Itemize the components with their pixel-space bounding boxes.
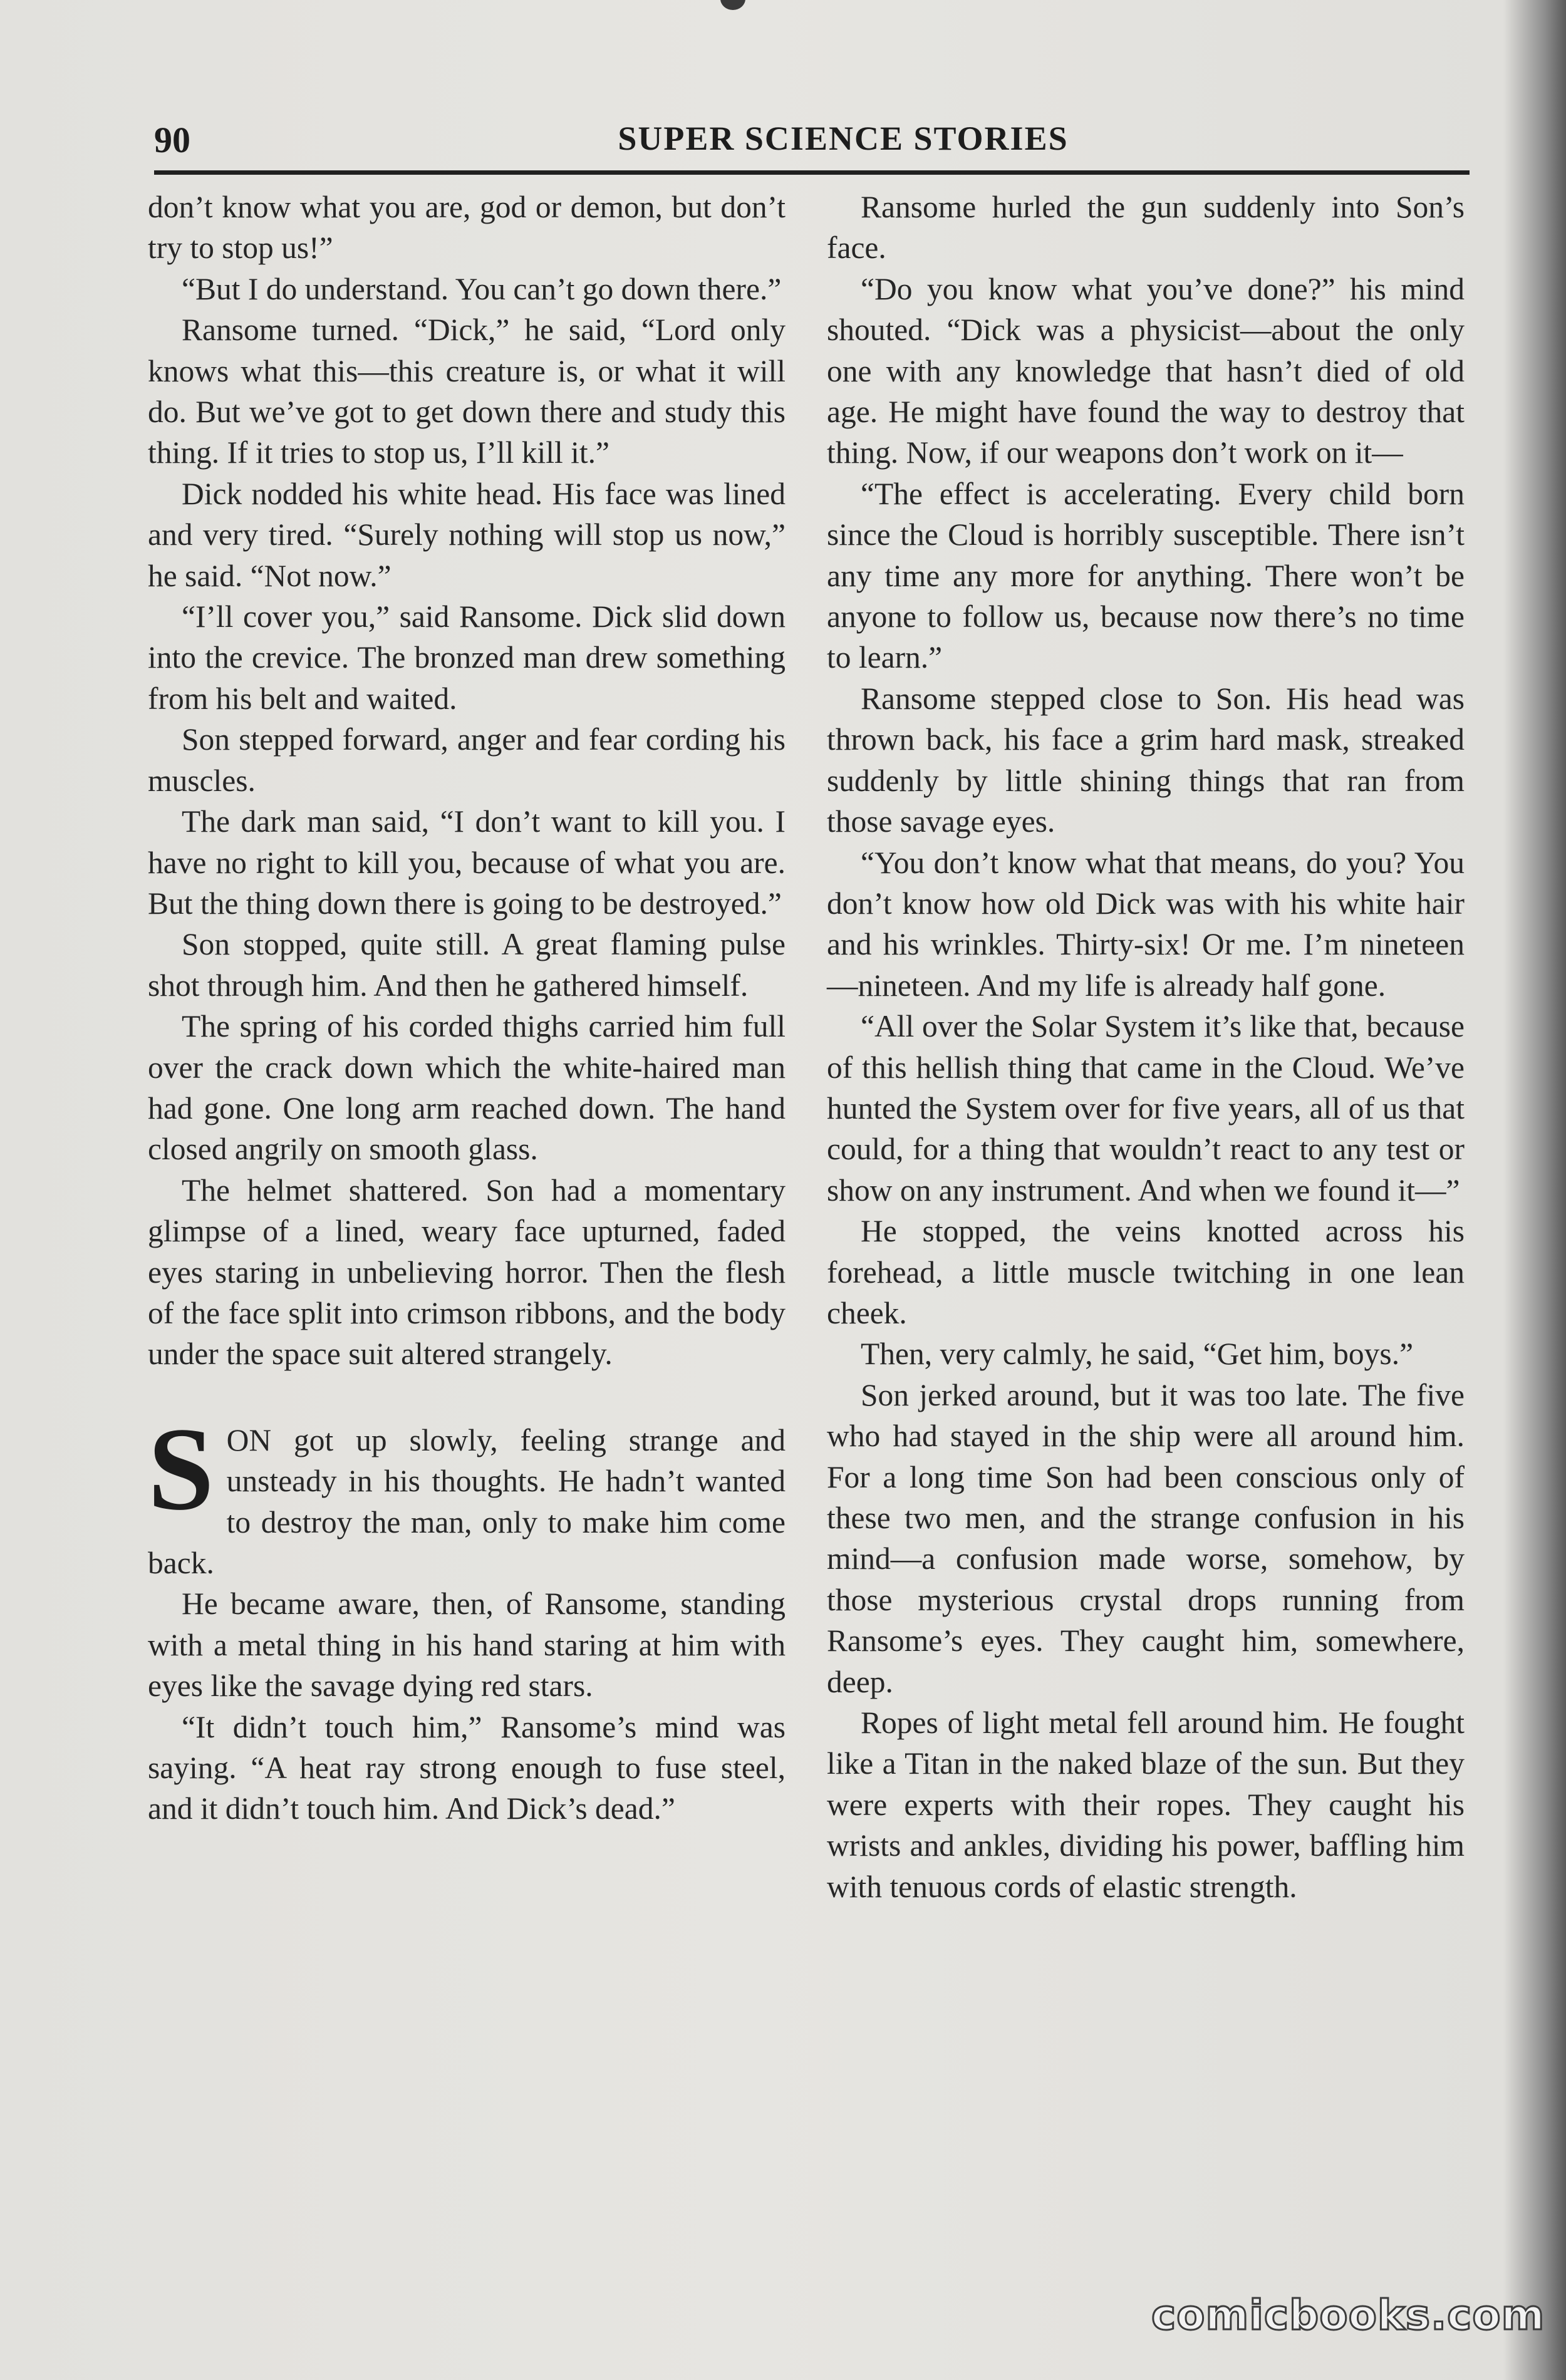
paragraph-text: Ropes of light metal fell around him. He fought like a Titan in the naked blaze of the sun. But they were experts with their ropes. They caught his wrists and ankles, dividing his power, baffling him with tenuous cords of elastic strength. xyxy=(827,1705,1465,1904)
page-number: 90 xyxy=(154,120,190,160)
paragraph-text: don’t know what you are, god or demon, but don’t try to stop us!” xyxy=(148,190,786,266)
paragraph-text: ON got up slowly, feeling strange and unsteady in his thoughts. He hadn’t wanted to destroy the man, only to make him come back. xyxy=(148,1422,786,1580)
paragraph-text: Son stopped, quite still. A great flaming pulse shot through him. And then he gathered himself. xyxy=(148,927,786,1003)
paragraph-text: “It didn’t touch him,” Ransome’s mind was saying. “A heat ray strong enough to fuse steel, and it didn’t touch him. And Dick’s dead.” xyxy=(148,1709,786,1826)
paragraph-text: He stopped, the veins knotted across his forehead, a little muscle twitching in one lean cheek. xyxy=(827,1214,1465,1330)
paragraph xyxy=(148,473,786,596)
paragraph xyxy=(148,1583,786,1706)
paragraph xyxy=(827,1211,1465,1333)
paragraph-text: “All over the Solar System it’s like that, because of this hellish thing that came in the Cloud. We’ve hunted the System over for five years, all of us that could, for a thing that wouldn’t react to any test or show on any instrument. And when we found it—” xyxy=(827,1009,1465,1208)
paragraph xyxy=(148,1170,786,1375)
paragraph xyxy=(148,719,786,801)
paragraph xyxy=(827,1375,1465,1702)
paragraph xyxy=(148,801,786,924)
paragraph-text: “Do you know what you’ve done?” his mind shouted. “Dick was a physicist—about the only one with any knowledge that hasn’t died of old age. He might have found the way to destroy that thing. Now, if our weapons don’t work on it— xyxy=(827,271,1465,470)
paragraph-text: The spring of his corded thighs carried him full over the crack down which the white-haired man had gone. One long arm reached down. The hand closed angrily on smooth glass. xyxy=(148,1009,786,1167)
watermark: comicbooks.com xyxy=(1151,2291,1545,2339)
paragraph xyxy=(148,269,786,309)
paragraph xyxy=(827,842,1465,1006)
paragraph-text: “The effect is accelerating. Every child born since the Cloud is horribly susceptible. There isn’t any time any more for anything. There won’t be anyone to follow us, because now there’s no time to learn.” xyxy=(827,476,1465,675)
paragraph-text: Dick nodded his white head. His face was lined and very tired. “Surely nothing will stop us now,” he said. “Not now.” xyxy=(148,476,786,593)
paragraph-text: “You don’t know what that means, do you? You don’t know how old Dick was with his white hair and his wrinkles. Thirty-six! Or me. I’m nineteen—nineteen. And my life is already half gone. xyxy=(827,845,1465,1003)
paragraph-text: Ransome turned. “Dick,” he said, “Lord only knows what this—this creature is, or what it will do. But we’ve got to get down there and study this thing. If it tries to stop us, I’ll kill it.” xyxy=(148,313,786,470)
left-column xyxy=(148,187,786,1829)
drop-cap: S xyxy=(148,1403,214,1535)
paragraph xyxy=(827,473,1465,678)
paragraph-text: “But I do understand. You can’t go down there.” xyxy=(182,271,782,306)
paragraph-text: Ransome hurled the gun suddenly into Son’s face. xyxy=(827,190,1465,266)
paragraph xyxy=(148,1707,786,1829)
paragraph xyxy=(148,1403,786,1584)
paragraph xyxy=(827,1006,1465,1211)
paragraph xyxy=(148,309,786,473)
header-rule xyxy=(154,170,1470,175)
paragraph xyxy=(148,187,786,269)
paragraph-text: The dark man said, “I don’t want to kill you. I have no right to kill you, because of what you are. But the thing down there is going to be destroyed.” xyxy=(148,804,786,921)
paragraph xyxy=(827,1333,1465,1374)
paragraph-text: Ransome stepped close to Son. His head was thrown back, his face a grim hard mask, streaked suddenly by little shining things that ran from those savage eyes. xyxy=(827,681,1465,839)
paragraph xyxy=(148,596,786,719)
paragraph xyxy=(827,269,1465,473)
right-column xyxy=(827,187,1465,1907)
paragraph-text: “I’ll cover you,” said Ransome. Dick slid down into the crevice. The bronzed man drew something from his belt and waited. xyxy=(148,599,786,716)
paragraph xyxy=(827,187,1465,269)
paragraph-text: Son jerked around, but it was too late. The five who had stayed in the ship were all around him. For a long time Son had been conscious only of these two men, and the strange confusion in his mind—a confusion made worse, somehow, by those mysterious crystal drops running from Ransome’s eyes. They caught him, somewhere, deep. xyxy=(827,1377,1465,1699)
paragraph xyxy=(827,678,1465,842)
staple-mark xyxy=(720,0,745,10)
paragraph-text: Son stepped forward, anger and fear cording his muscles. xyxy=(148,722,786,798)
paragraph-text: Then, very calmly, he said, “Get him, boys.” xyxy=(861,1337,1414,1372)
paragraph xyxy=(148,924,786,1006)
page-header xyxy=(154,119,1470,172)
paragraph xyxy=(148,1006,786,1170)
paragraph xyxy=(827,1702,1465,1907)
running-title: SUPER SCIENCE STORIES xyxy=(618,120,1069,157)
paragraph-text: The helmet shattered. Son had a momentary glimpse of a lined, weary face upturned, faded eyes staring in unbelieving horror. Then the flesh of the face split into crimson ribbons, and the body under the space suit altered strangely. xyxy=(148,1172,786,1372)
paragraph-text: He became aware, then, of Ransome, standing with a metal thing in his hand staring at him with eyes like the savage dying red stars. xyxy=(148,1586,786,1704)
